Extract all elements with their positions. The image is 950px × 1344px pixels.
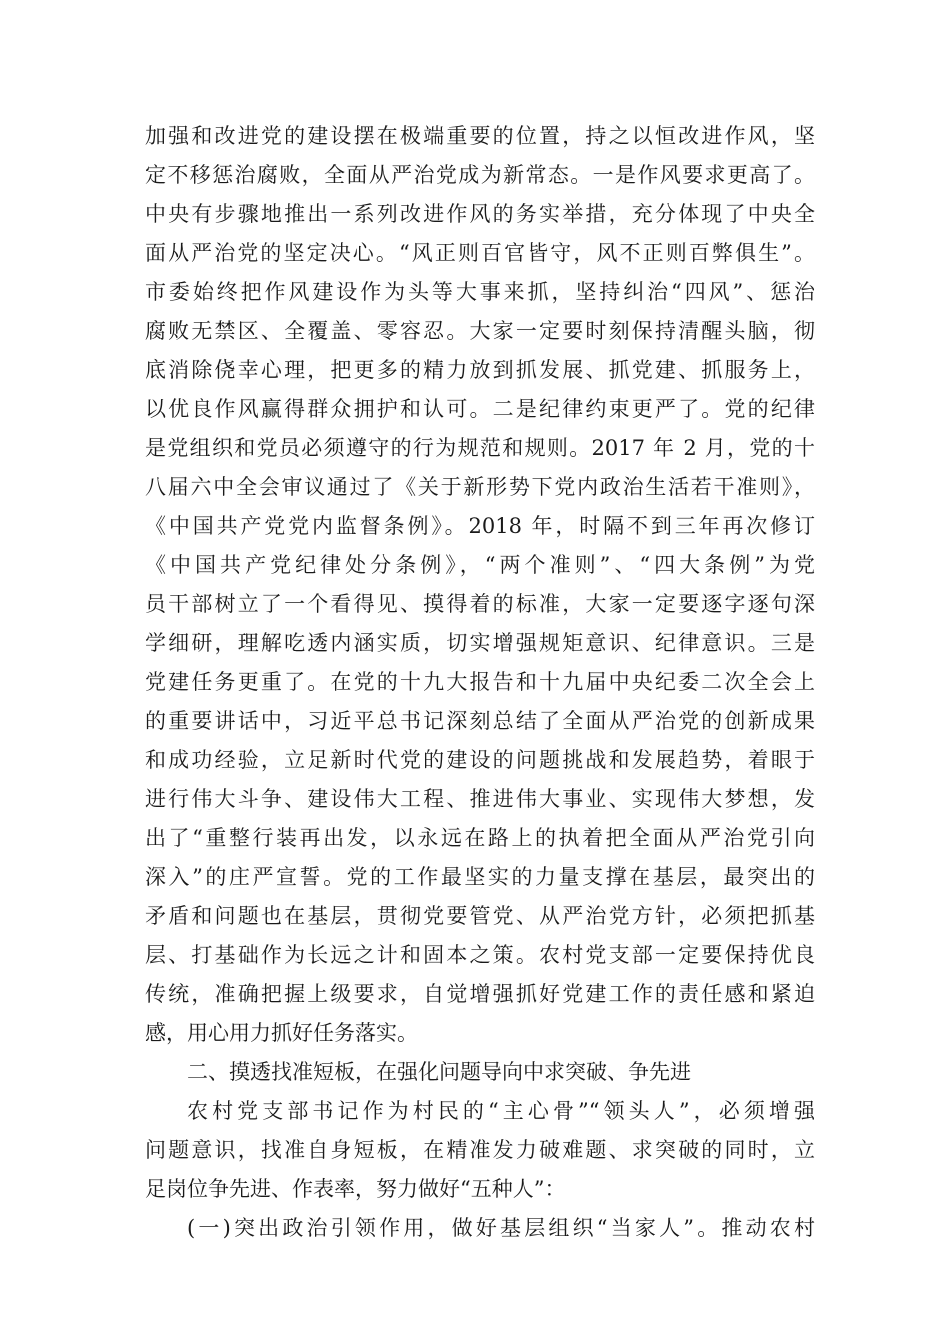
subsection-heading-line: (一)突出政治引领作用，做好基层组织“当家人”。推动农村 [187,1216,815,1240]
text-line: 八届六中全会审议通过了《关于新形势下党内政治生活若干准则》， [145,475,815,499]
text-line: 党建任务更重了。在党的十九大报告和十九届中央纪委二次全会上 [145,670,815,694]
text-line: 定不移惩治腐败，全面从严治党成为新常态。一是作风要求更高了。 [145,163,815,187]
text-line: 的重要讲话中，习近平总书记深刻总结了全面从严治党的创新成果 [145,709,815,733]
text-line: 问题意识，找准自身短板，在精准发力破难题、求突破的同时，立 [145,1138,815,1162]
text-line: 层、打基础作为长远之计和固本之策。农村党支部一定要保持优良 [145,943,815,967]
section-heading: 二、摸透找准短板，在强化问题导向中求突破、争先进 [187,1060,691,1084]
text-line: 进行伟大斗争、建设伟大工程、推进伟大事业、实现伟大梦想，发 [145,787,815,811]
text-line: 和成功经验，立足新时代党的建设的问题挑战和发展趋势，着眼于 [145,748,815,772]
text-line: 加强和改进党的建设摆在极端重要的位置，持之以恒改进作风，坚 [145,124,815,148]
document-body [145,117,815,1248]
text-line: 足岗位争先进、作表率，努力做好“五种人”： [145,1177,566,1201]
text-line: 《中国共产党党内监督条例》。2018 年，时隔不到三年再次修订 [145,514,815,538]
text-line: 深入”的庄严宣誓。党的工作最坚实的力量支撑在基层，最突出的 [145,865,815,889]
text-line: 面从严治党的坚定决心。“风正则百官皆守，风不正则百弊俱生”。 [145,241,815,265]
text-line: 腐败无禁区、全覆盖、零容忍。大家一定要时刻保持清醒头脑，彻 [145,319,815,343]
text-line: 感，用心用力抓好任务落实。 [145,1021,418,1045]
text-line: 底消除侥幸心理，把更多的精力放到抓发展、抓党建、抓服务上， [145,358,815,382]
text-line: 学细研，理解吃透内涵实质，切实增强规矩意识、纪律意识。三是 [145,631,815,655]
text-line: 中央有步骤地推出一系列改进作风的务实举措，充分体现了中央全 [145,202,815,226]
text-line: 员干部树立了一个看得见、摸得着的标准，大家一定要逐字逐句深 [145,592,815,616]
text-line: 传统，准确把握上级要求，自觉增强抓好党建工作的责任感和紧迫 [145,982,815,1006]
text-line: 以优良作风赢得群众拥护和认可。二是纪律约束更严了。党的纪律 [145,397,815,421]
text-line: 农村党支部书记作为村民的“主心骨”“领头人”，必须增强 [187,1099,815,1123]
text-line: 矛盾和问题也在基层，贯彻党要管党、从严治党方针，必须把抓基 [145,904,815,928]
text-line: 市委始终把作风建设作为头等大事来抓，坚持纠治“四风”、惩治 [145,280,815,304]
text-line: 《中国共产党纪律处分条例》，“两个准则”、“四大条例”为党 [145,553,815,577]
text-line: 是党组织和党员必须遵守的行为规范和规则。2017 年 2 月，党的十 [145,436,815,460]
text-line: 出了“重整行装再出发，以永远在路上的执着把全面从严治党引向 [145,826,815,850]
